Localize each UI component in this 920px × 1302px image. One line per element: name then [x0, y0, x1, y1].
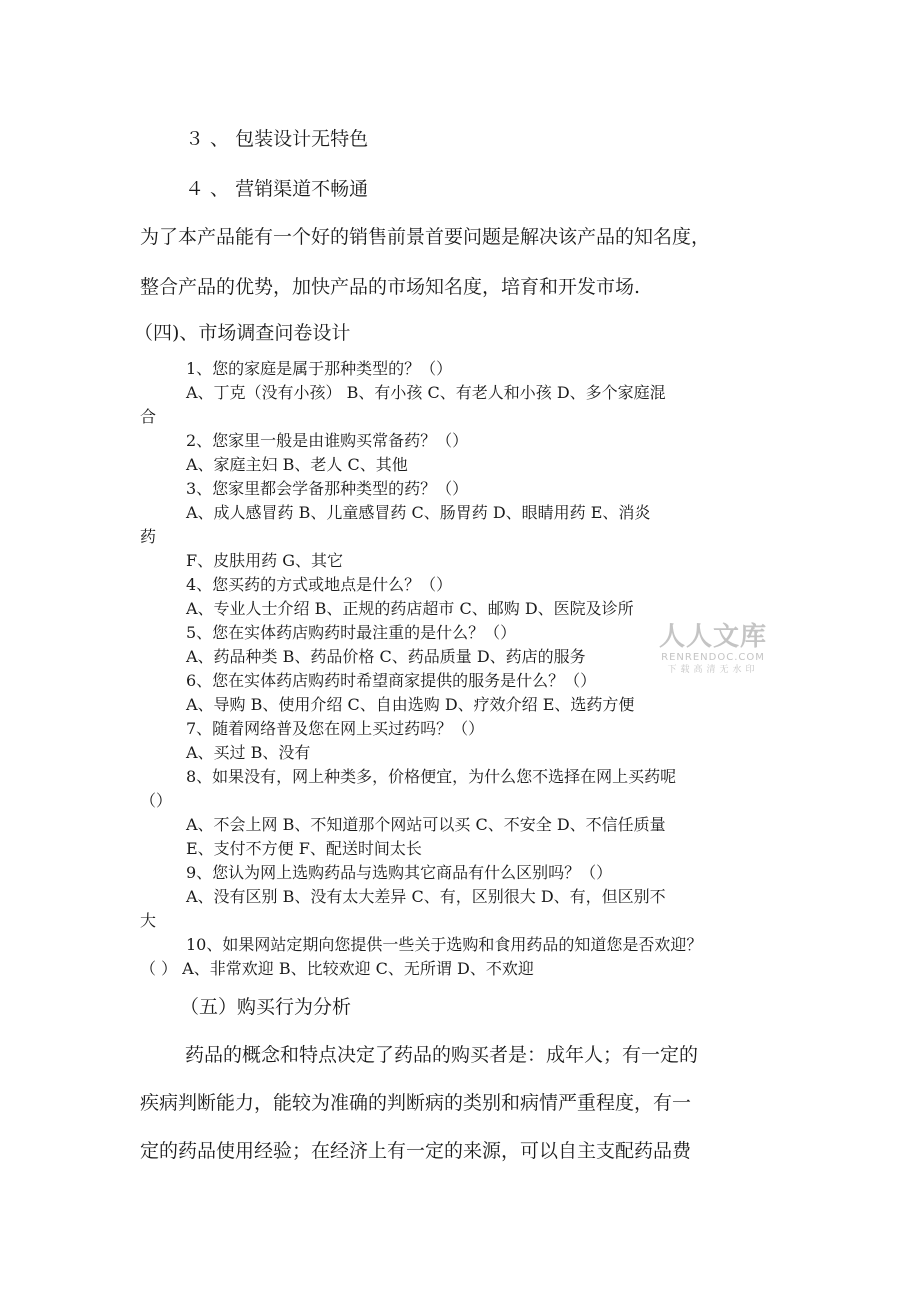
- question-text: 1、您的家庭是属于那种类型的？（）: [186, 359, 453, 378]
- watermark-domain: RENRENDOC.COM: [661, 652, 765, 663]
- paragraph-line: 定的药品使用经验；在经济上有一定的来源，可以自主支配药品费: [140, 1140, 692, 1162]
- paragraph-line: 整合产品的优势，加快产品的市场知名度，培育和开发市场.: [140, 276, 641, 298]
- answer-options: 合: [140, 407, 157, 426]
- answer-options: E、支付不方便 F、配送时间太长: [186, 839, 422, 858]
- answer-options: A、专业人士介绍 B、正规的药店超市 C、邮购 D、医院及诊所: [186, 599, 634, 618]
- watermark-logo: [652, 622, 774, 676]
- list-item: ４ 、 营销渠道不畅通: [185, 178, 369, 200]
- watermark-slogan: 下载高清无水印: [667, 665, 759, 675]
- question-text: （）: [140, 791, 173, 810]
- answer-options: F、皮肤用药 G、其它: [186, 551, 343, 570]
- answer-options: （ ） A、非常欢迎 B、比较欢迎 C、无所谓 D、不欢迎: [140, 959, 534, 978]
- question-text: 9、您认为网上选购药品与选购其它商品有什么区别吗？（）: [186, 863, 613, 882]
- answer-options: A、成人感冒药 B、儿童感冒药 C、肠胃药 D、眼睛用药 E、消炎: [186, 503, 651, 522]
- paragraph-line: 药品的概念和特点决定了药品的购买者是：成年人；有一定的: [185, 1044, 699, 1066]
- answer-options: A、导购 B、使用介绍 C、自由选购 D、疗效介绍 E、选药方便: [186, 695, 635, 714]
- answer-options: A、买过 B、没有: [186, 743, 311, 762]
- watermark-name: 人人文库: [658, 622, 767, 652]
- answer-options: A、没有区别 B、没有太大差异 C、有，区别很大 D、有，但区别不: [186, 887, 666, 906]
- answer-options: A、不会上网 B、不知道那个网站可以买 C、不安全 D、不信任质量: [186, 815, 666, 834]
- section-heading: （五）购买行为分析: [180, 996, 352, 1018]
- question-text: 2、您家里一般是由谁购买常备药？（）: [186, 431, 469, 450]
- question-text: 4、您买药的方式或地点是什么？（）: [186, 575, 453, 594]
- paragraph-line: 疾病判断能力，能较为准确的判断病的类别和病情严重程度，有一: [140, 1092, 692, 1114]
- answer-options: 药: [140, 527, 157, 546]
- answer-options: 大: [140, 911, 157, 930]
- answer-options: A、家庭主妇 B、老人 C、其他: [186, 455, 408, 474]
- question-text: 5、您在实体药店购药时最注重的是什么？（）: [186, 623, 517, 642]
- answer-options: A、药品种类 B、药品价格 C、药品质量 D、药店的服务: [186, 647, 586, 666]
- question-text: 7、随着网络普及您在网上买过药吗？（）: [186, 719, 485, 738]
- question-text: 8、如果没有，网上种类多，价格便宜，为什么您不选择在网上买药呢: [186, 767, 677, 786]
- paragraph-line: 为了本产品能有一个好的销售前景首要问题是解决该产品的知名度，: [140, 226, 711, 248]
- question-text: 3、您家里都会学备那种类型的药？（）: [186, 479, 469, 498]
- answer-options: A、丁克（没有小孩） B、有小孩 C、有老人和小孩 D、多个家庭混: [186, 383, 666, 402]
- question-text: 6、您在实体药店购药时希望商家提供的服务是什么？（）: [186, 671, 597, 690]
- section-heading: （四)、市场调查问卷设计: [134, 322, 351, 344]
- list-item: ３ 、 包装设计无特色: [185, 128, 369, 150]
- question-text: 10、如果网站定期向您提供一些关于选购和食用药品的知道您是否欢迎？: [186, 935, 703, 954]
